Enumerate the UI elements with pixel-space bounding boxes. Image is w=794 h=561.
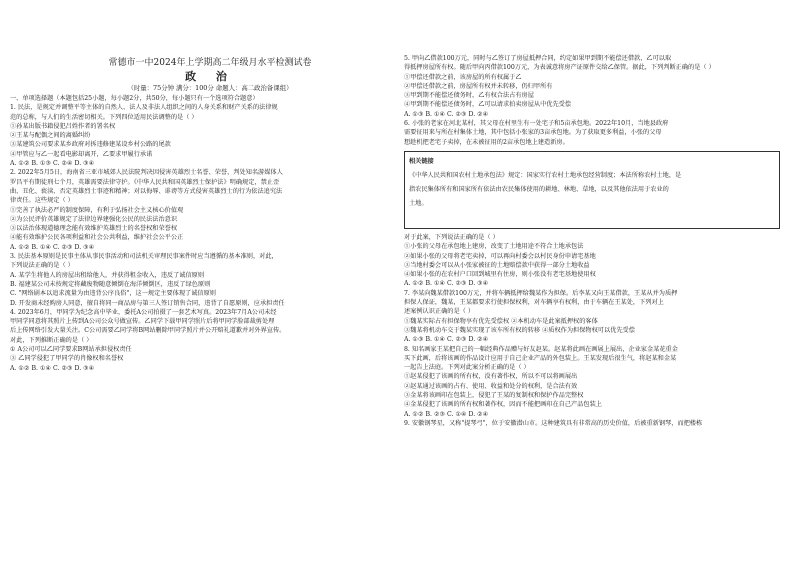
question-line: 后上传网络引发大量关注。C公司需要乙同学将B网站删除甲同学照片并公开赔礼道歉并对外界宣传。 — [10, 327, 286, 335]
question-line: A. ①③ B. ①④ C. ②③ D. ②④ — [404, 336, 489, 344]
question-line: 4. 2023年6月，甲同学为纪念高中毕业，委托A公司拍摄了一套艺术写真。2023年7月A公司未经 — [10, 308, 277, 316]
question-line: 对此，下列推断正确的是（ ） — [10, 336, 93, 344]
right-column — [404, 54, 780, 428]
exam-title: 常德市一中2024年上学期高二年级月水平检测试卷 — [108, 58, 312, 68]
question-line: ①魏某实际占有担保物享有优先受偿权 ②本机动车是此案抵押权的客体 — [404, 317, 598, 325]
related-link-title: 相关链接 — [409, 157, 434, 165]
question-line: A. ①② B. ①③ C. ②④ D. ③④ — [10, 160, 95, 168]
question-line: A. ①② B. ①④ C. ②③ D. ③④ — [10, 364, 95, 372]
question-line: 范的总称，与人们的生活密切相关。下列四位适用民法调整的是（ ） — [10, 113, 198, 121]
question-line: 9. 安徽钢琴星，又称"提琴弓"，位于安徽潜山市。这种建筑具有非常高的历史价值，后被重新钢琴，而把楼栋 — [404, 419, 703, 427]
question-line: A. 某学生将他人的房屋出租给他人，并获得租金收入，违反了诚信原则 — [10, 271, 205, 279]
question-line: ①赵某侵犯了该画的所有权，没有著作权，所以不可以将画展出 — [404, 373, 578, 381]
question-line: ④甲管应与乙一起看电影却离开，乙要求甲履行承诺 — [10, 150, 153, 158]
question-line: 下列说法正确的是（ ） — [10, 262, 74, 270]
question-line: 6. 小张的老家在河北某村，其父母在村里生有一处宅子和5亩承包地。2022年10月，当地县政府 — [404, 120, 669, 128]
question-line: 需要征用来与所在村集体土地，其中包括小张家的3亩承包地。为了获取更多利益，小张的父母 — [404, 129, 662, 137]
question-line: 1. 民法，是规定并调整平等主体的自然人、法人及非法人组织之间的人身关系和财产关系的法律规 — [10, 104, 278, 112]
related-link-line: 指农民集体所有和国家所有依法由农民集体使用的耕地、林地、草地，以及其他依法用于农业的 — [409, 185, 669, 193]
related-link-line: 《中华人民共和国农村土地承包法》规定：国家实行农村土地承包经营制度；本法所称农村土地，是 — [409, 171, 682, 179]
subject-title: 政 治 — [185, 70, 235, 83]
question-line: ③甲到期不能偿还债务时，乙有权合法占有房屋 — [404, 92, 534, 100]
question-line: A. ①② B. ①④ C. ②③ D. ③④ — [10, 243, 95, 251]
question-line: ④能有效维护公民各项利益和社会公共利益，维护社会公平公正 — [10, 234, 184, 242]
question-line: C. "网络剧本以追求流量为由违背公序良俗"，这一规定主要体现了诚信原则 — [10, 290, 216, 298]
question-line: 买下此画，后将该画的作品设计应用于自己企业产品的外包装上。王某发现后很生气，将赵某和金某 — [404, 354, 677, 362]
question-line: 甲同学同意将其照片上传到A公司公众号做宣传。乙同学下载甲同学照片后将甲同学脸部裁剪处理 — [10, 318, 275, 326]
question-line: ① A公司可以乙同学要求B网站承担侵权责任 — [10, 346, 132, 354]
question-line: ①小张的父母在承包地上建房，改变了土地用途不符合土地承包法 — [404, 243, 584, 251]
question-line: ③以法治体现道德理念能有效维护英雄烈士的名誉权和荣誉权 — [10, 225, 178, 233]
question-line: 述案例认识正确的是（ ） — [404, 308, 475, 316]
related-link-box — [404, 151, 780, 229]
question-line: ④如果小张的在农村户口回到城里有住房，则小张没有老宅基地使用权 — [404, 271, 596, 279]
question-line: 罗昌平有期徒刑七个月，英雄需要法律守护。《中华人民共和国英雄烈士保护法》明确规定，禁止歪 — [10, 178, 280, 186]
question-line: 担保人保证，魏某，王某都要求行使担保权利，对车辆享有权利，由于车辆在王某处，下列对上 — [404, 299, 664, 307]
question-line: ①甲偿还借款之前，该房屋的所有权属于乙 — [404, 73, 522, 81]
question-line: A. ①② B. ②③ C. ①④ D. ②④ — [404, 410, 489, 418]
question-line: 想趁机把老宅子卖掉，在未被征用的2亩承包地上建造新房。 — [404, 138, 569, 146]
question-line: 一、单项选择题（本题包括25小题，每小题2分，共50分，每小题只有一个选项符合题意） — [10, 95, 259, 102]
question-line: ②为公民评价英雄规定了法律边界建强化公民的民法法治意识 — [10, 215, 178, 223]
question-line: 得抵押房屋所有权。随后甲向丙借款100万元，为表诚意将房产证原件交给乙保管。据此，下列判断正确的是（ ） — [404, 64, 715, 72]
question-line: ③魏某将机动车交于魏某实现了该车所有权的转移 ④质权作为担保物权可以优先受偿 — [404, 326, 635, 334]
question-line: ①完善了执法必严的制度保障，有利于弘扬社会主义核心价值观 — [10, 206, 184, 214]
question-line: ②赵某通过该画的占有、使用、收益和处分的权利，是合法有效 — [404, 382, 578, 390]
related-link-line: 土地。 — [409, 199, 428, 207]
question-line: ②甲偿还借款之前，房屋所有权并未转移，仍归甲所有 — [404, 82, 553, 90]
question-line: ④金某侵犯了该画的所有权和著作权，因而不能把画印在自己产品包装上 — [404, 401, 602, 409]
question-line: 3. 民法基本原则是民事主体从事民事活动和司法机关审理民事案件时应当遵循的基本准则，对此， — [10, 253, 278, 261]
question-line: 对于此案，下列说法正确的是（ ） — [404, 233, 499, 241]
question-line: A. ①③ B. ①④ C. ②③ D. ②④ — [404, 110, 489, 118]
exam-meta: （时量：75分钟 满分：100分 命题人：高二政治备课组） — [127, 84, 293, 92]
question-line: ③某建筑公司要求某乡政府对拆违修建某设乡村公路的尾款 — [10, 141, 171, 149]
question-line: ①孙某出版书籍侵犯吕姓作者的署名权 — [10, 122, 116, 130]
left-column — [10, 82, 394, 373]
question-line: ③金某将该画印在包装上，侵犯了王某的复制权和保护作品完整权 — [404, 392, 584, 400]
question-line: ③ 乙同学侵犯了甲同学的肖像权和名誉权 — [10, 355, 124, 363]
question-line: 7. 李某向魏某借款100万元，并将车辆抵押给魏某作为担保。后李某又向王某借款，王某从并为质押 — [404, 289, 678, 297]
question-line: D. 开发商未经购房人同意，擅自将同一商品房与第三人签订销售合同，违背了自愿原则，应承担责任 — [10, 299, 285, 307]
question-line: ②如果小张的父母将老宅卖掉，可以再向村委会以村民身份申请宅基地 — [404, 252, 596, 260]
question-line: 律责任。这些规定（ ） — [10, 197, 74, 205]
question-line: 曲、丑化、亵渎、否定英雄烈士事迹和精神；对以侮辱、诽谤等方式侵害英雄烈士的行为依法追究法 — [10, 187, 283, 195]
question-line: 一起告上法庭。下列对此案分析正确的是（ ） — [404, 364, 530, 372]
question-line: ③当地村委会可以从小张家被征的土地赔偿款中获得一部分土地收益 — [404, 261, 590, 269]
question-line: ④甲到期不能偿还债务时，乙可以请求拍卖房屋从中优先受偿 — [404, 101, 572, 109]
question-line: ②王某与配偶之间的离婚纠纷 — [10, 132, 91, 140]
question-line: 5. 甲向乙借款100万元，同时与乙签订了房屋抵押合同，约定如果甲到期不能偿还借款，乙可以取 — [404, 55, 672, 62]
question-line: A. ①② B. ①④ C. ②③ D. ③④ — [404, 280, 489, 288]
question-line: 2. 2022年5月5日，海南省三亚市城郊人民法院判决因侵害英雄烈士名誉、荣誉，判处知名游媒体人 — [10, 169, 283, 177]
question-line: 8. 知名画家王某把自己的一幅经典作品赠与好友赵某。赵某将此画在画展上展出，企业家金某花重金 — [404, 345, 678, 353]
question-line: B. 福建某公司未按规定将藏废物随意倾倒在海洋倾倒区，违反了绿色原则 — [10, 280, 211, 288]
